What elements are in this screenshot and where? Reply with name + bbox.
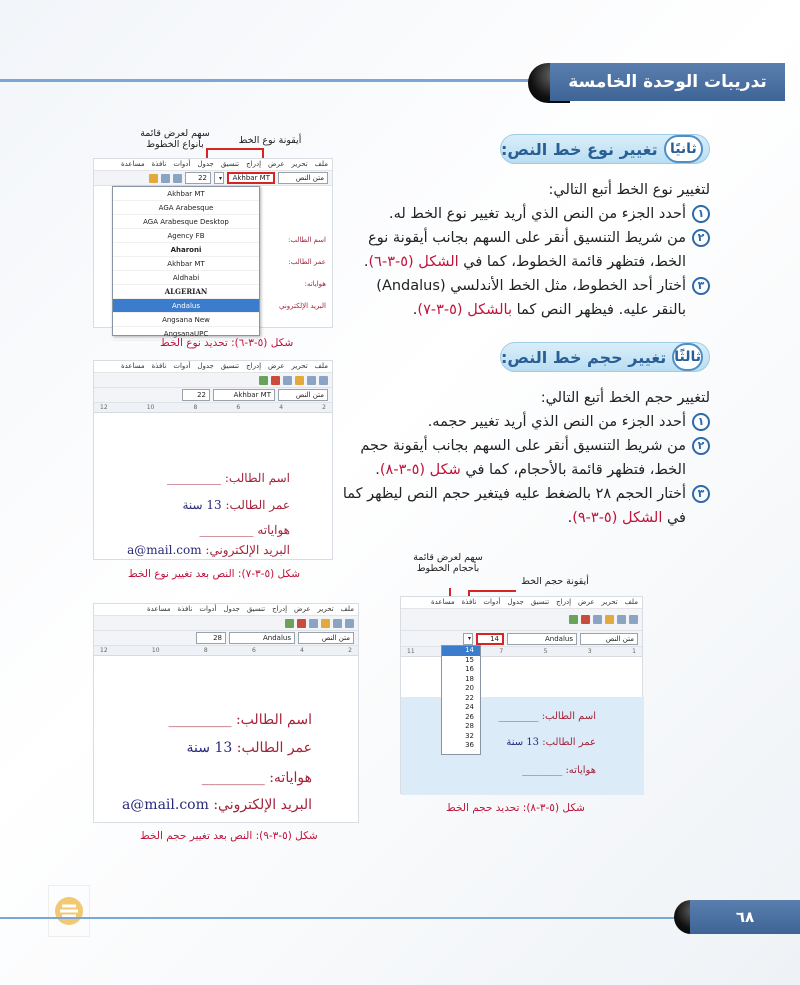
menu-item[interactable]: نافذة [177, 605, 193, 613]
font-name-combo[interactable]: Andalus [229, 632, 295, 644]
section1-body [355, 178, 710, 322]
menu-item[interactable]: مساعدة [146, 605, 171, 613]
student-name-line: اسم الطالب: _________ [167, 471, 290, 485]
font-option[interactable]: Agency FB [113, 229, 259, 243]
menu-item[interactable]: إدراج [246, 362, 262, 370]
font-name-combo[interactable]: Andalus [507, 633, 577, 645]
font-option[interactable]: Angsana New [113, 313, 259, 327]
font-dropdown-arrow-icon[interactable]: ▾ [214, 172, 224, 184]
save-icon[interactable] [295, 376, 304, 385]
font-list[interactable] [112, 186, 260, 336]
size-option[interactable]: 16 [465, 665, 474, 673]
ruler: 12 10 8 6 4 2 [94, 403, 332, 413]
student-name-line: اسم الطالب: ________ [498, 711, 596, 722]
section1-step-2 [355, 226, 710, 274]
fig9-caption: شكل (٥-٣-٩): النص بعد تغيير حجم الخط [140, 830, 318, 842]
menu-item[interactable]: ملف [314, 362, 328, 370]
fig6-pointer-line [206, 148, 228, 150]
font-option[interactable]: AngsanaUPC [113, 327, 259, 341]
menu-item[interactable]: جدول [223, 605, 240, 613]
section1-step-3 [355, 274, 710, 322]
format-toolbar [94, 171, 332, 186]
menu-bar [94, 604, 358, 616]
menu-item[interactable]: مساعدة [120, 362, 145, 370]
section2-step-3 [340, 482, 710, 530]
new-icon[interactable] [345, 619, 354, 628]
menu-bar [94, 159, 332, 171]
font-option[interactable]: AGA Arabesque [113, 201, 259, 215]
size-option[interactable]: 36 [465, 741, 474, 749]
step-text: أختار أحد الخطوط، مثل الخط الأندلسي (Andalus) بالنقر عليه. فيظهر النص كما بالشكل (٥-٣-٧). [376, 278, 686, 318]
align-icon[interactable] [149, 174, 158, 183]
menu-item[interactable]: جدول [507, 598, 524, 606]
menu-item[interactable]: جدول [197, 362, 214, 370]
menu-item[interactable]: نافذة [151, 160, 167, 168]
menu-item[interactable]: نافذة [151, 362, 167, 370]
menu-item[interactable]: عرض [268, 362, 285, 370]
menu-item[interactable]: أدوات [173, 362, 191, 370]
size-option[interactable]: 24 [465, 703, 474, 711]
step-text: من شريط التنسيق أنقر على السهم بجانب أيقونة حجم الخط، فتظهر قائمة بالأحجام، كما في شكل (٥-٣-٨). [360, 438, 686, 478]
fig9-screenshot [93, 603, 359, 823]
menu-item[interactable]: تحرير [291, 362, 308, 370]
menu-item[interactable]: تحرير [601, 598, 618, 606]
font-option[interactable]: Akhbar MT [113, 257, 259, 271]
italic-icon[interactable] [161, 174, 170, 183]
save-icon[interactable] [605, 615, 614, 624]
standard-toolbar [401, 609, 642, 631]
menu-item[interactable]: ملف [624, 598, 638, 606]
size-option[interactable]: 28 [465, 722, 474, 730]
save-icon[interactable] [321, 619, 330, 628]
font-option[interactable]: Akhbar MT [113, 187, 259, 201]
menu-item[interactable]: عرض [294, 605, 311, 613]
section1-heading [500, 134, 710, 164]
student-age-line: عمر الطالب: 13 سنة [506, 737, 596, 748]
font-size-combo[interactable]: 22 [185, 172, 211, 184]
step-text: أختار الحجم ٢٨ بالضغط عليه فيتغير حجم النص ليظهر كما في الشكل (٥-٣-٩). [342, 486, 686, 526]
section2-body [340, 386, 710, 530]
paste-icon[interactable] [285, 619, 294, 628]
format-toolbar [94, 388, 332, 403]
menu-item[interactable]: أدوات [173, 160, 191, 168]
student-name-line: اسم الطالب: _________ [168, 712, 312, 728]
footer-rule [0, 917, 690, 919]
size-option[interactable]: 32 [465, 731, 474, 740]
menu-item[interactable]: مساعدة [430, 598, 455, 606]
section2-title: تغيير حجم خط النص: [501, 347, 667, 367]
format-toolbar [401, 631, 642, 647]
paste-icon[interactable] [259, 376, 268, 385]
student-age-line: عمر الطالب: 13 سنة [186, 740, 312, 756]
step-number: ١ [692, 413, 710, 431]
size-option[interactable]: 18 [465, 674, 474, 683]
size-option-selected[interactable]: 14 [442, 646, 480, 656]
section1-step-1 [355, 202, 710, 226]
section1-title: تغيير نوع خط النص: [501, 139, 658, 159]
print-icon[interactable] [309, 619, 318, 628]
menu-item[interactable]: ملف [314, 160, 328, 168]
menu-item[interactable]: تنسيق [220, 160, 240, 168]
publisher-logo-icon [52, 894, 86, 928]
style-combo[interactable]: متن النص [278, 389, 328, 401]
new-icon[interactable] [629, 615, 638, 624]
section2-step-2 [340, 434, 710, 482]
size-option[interactable]: 20 [465, 684, 474, 692]
bold-icon[interactable] [173, 174, 182, 183]
student-email-line: البريد الإلكتروني: a@mail.com [127, 543, 290, 557]
figure-ref: الشكل (٥-٣-٦) [368, 254, 459, 270]
cut-icon[interactable] [271, 376, 280, 385]
step-text: أحدد الجزء من النص الذي أريد تغيير حجمه. [427, 414, 686, 430]
step-number: ٢ [692, 437, 710, 455]
menu-item[interactable]: تحرير [291, 160, 308, 168]
menu-item[interactable]: عرض [578, 598, 595, 606]
menu-item[interactable]: نافذة [461, 598, 477, 606]
font-option[interactable]: Aldhabi [113, 271, 259, 285]
section2-intro: لتغيير حجم الخط أتبع التالي: [540, 390, 710, 406]
student-hobby-line: هواياته: _________ [201, 770, 312, 786]
cut-icon[interactable] [297, 619, 306, 628]
menu-item[interactable]: تنسيق [246, 605, 266, 613]
fig8-caption: شكل (٥-٣-٨): تحديد حجم الخط [446, 802, 585, 814]
student-hobby-line: هواياته: ________ [522, 765, 596, 776]
font-size-combo[interactable]: 28 [196, 632, 226, 644]
fig8-annotation-list-arrow: سهم لعرض قائمة بأحجام الخطوط [413, 552, 483, 574]
step-text: من شريط التنسيق أنقر على السهم بجانب أيقونة نوع الخط، فتظهر قائمة الخطوط، كما في الشكل (٥-٣-٦). [363, 230, 686, 270]
menu-item[interactable]: جدول [197, 160, 214, 168]
step-number: ٣ [692, 277, 710, 295]
size-option[interactable]: 22 [465, 693, 474, 702]
menu-item[interactable]: تنسيق [220, 362, 240, 370]
fig8-annotation-size-icon: أيقونة حجم الخط [521, 576, 589, 587]
menu-item[interactable]: ملف [340, 605, 354, 613]
student-hobby-line: هواياته _________ [199, 523, 290, 537]
header-rule [0, 79, 560, 82]
fig7-screenshot [93, 360, 333, 560]
style-combo[interactable]: متن النص [580, 633, 638, 645]
font-size-combo[interactable]: 14 [476, 633, 504, 645]
figure-ref: بالشكل (٥-٣-٧) [417, 302, 512, 318]
page-title: تدريبات الوحدة الخامسة [550, 63, 785, 101]
paste-icon[interactable] [569, 615, 578, 624]
section1-intro: لتغيير نوع الخط أتبع التالي: [548, 182, 710, 198]
section2-heading [500, 342, 710, 372]
size-list[interactable] [441, 645, 481, 755]
font-option[interactable]: ALGERIAN [113, 285, 259, 299]
fig8-screenshot [400, 596, 643, 794]
menu-item[interactable]: تنسيق [530, 598, 550, 606]
figure-ref: شكل (٥-٣-٨) [379, 462, 461, 478]
fig6-annotation-font-icon: أيقونة نوع الخط [238, 135, 302, 146]
menu-bar [94, 361, 332, 373]
font-option[interactable]: Aharoni [113, 243, 259, 257]
size-dropdown-arrow-icon[interactable]: ▾ [463, 633, 473, 645]
style-combo[interactable]: متن النص [278, 172, 328, 184]
font-name-combo[interactable]: Akhbar MT [227, 172, 275, 184]
cut-icon[interactable] [581, 615, 590, 624]
standard-toolbar [94, 373, 332, 388]
open-icon[interactable] [307, 376, 316, 385]
new-icon[interactable] [319, 376, 328, 385]
fig6-screenshot [93, 158, 333, 338]
size-option[interactable]: 15 [465, 655, 474, 664]
menu-item[interactable]: إدراج [246, 160, 262, 168]
doc-side-labels: اسم الطالب: عمر الطالب: هواياته: البريد الإلكتروني [279, 236, 326, 310]
open-icon[interactable] [333, 619, 342, 628]
menu-item[interactable]: إدراج [272, 605, 288, 613]
step-number: ٢ [692, 229, 710, 247]
page-number: ٦٨ [690, 900, 800, 934]
print-icon[interactable] [283, 376, 292, 385]
menu-item[interactable]: تحرير [317, 605, 334, 613]
figure-ref: الشكل (٥-٣-٩) [572, 510, 663, 526]
fig6-pointer-line [228, 148, 262, 150]
student-age-line: عمر الطالب: 13 سنة [182, 498, 290, 512]
menu-item[interactable]: إدراج [556, 598, 572, 606]
fig6-annotation-list-arrow: سهم لعرض قائمة بأنواع الخطوط [140, 128, 210, 150]
print-icon[interactable] [593, 615, 602, 624]
font-name-combo[interactable]: Akhbar MT [213, 389, 275, 401]
open-icon[interactable] [617, 615, 626, 624]
fig8-pointer-line [468, 590, 516, 592]
fig7-caption: شكل (٥-٣-٧): النص بعد تغيير نوع الخط [128, 568, 301, 580]
menu-item[interactable]: عرض [268, 160, 285, 168]
publisher-logo [48, 885, 90, 937]
student-email-line: البريد الإلكتروني: a@mail.com [121, 797, 312, 813]
section1-badge: ثانيًا [664, 135, 703, 163]
step-text: أحدد الجزء من النص الذي أريد تغيير نوع الخط له. [389, 206, 686, 222]
format-toolbar [94, 631, 358, 646]
menu-item[interactable]: مساعدة [120, 160, 145, 168]
menu-item[interactable]: أدوات [483, 598, 501, 606]
standard-toolbar [94, 616, 358, 631]
menu-bar [401, 597, 642, 609]
ruler: 11 7 5 3 1 [401, 647, 642, 657]
step-number: ٣ [692, 485, 710, 503]
font-option[interactable]: AGA Arabesque Desktop [113, 215, 259, 229]
step-number: ١ [692, 205, 710, 223]
menu-item[interactable]: أدوات [199, 605, 217, 613]
font-size-combo[interactable]: 22 [182, 389, 210, 401]
section2-step-1 [340, 410, 710, 434]
fig6-caption: شكل (٥-٣-٦): تحديد نوع الخط [160, 337, 294, 349]
font-option-selected[interactable]: Andalus [113, 299, 259, 313]
ruler: 12 10 8 6 4 2 [94, 646, 358, 656]
section2-badge: ثالثًا [672, 343, 703, 371]
style-combo[interactable]: متن النص [298, 632, 354, 644]
size-option[interactable]: 26 [465, 712, 474, 721]
